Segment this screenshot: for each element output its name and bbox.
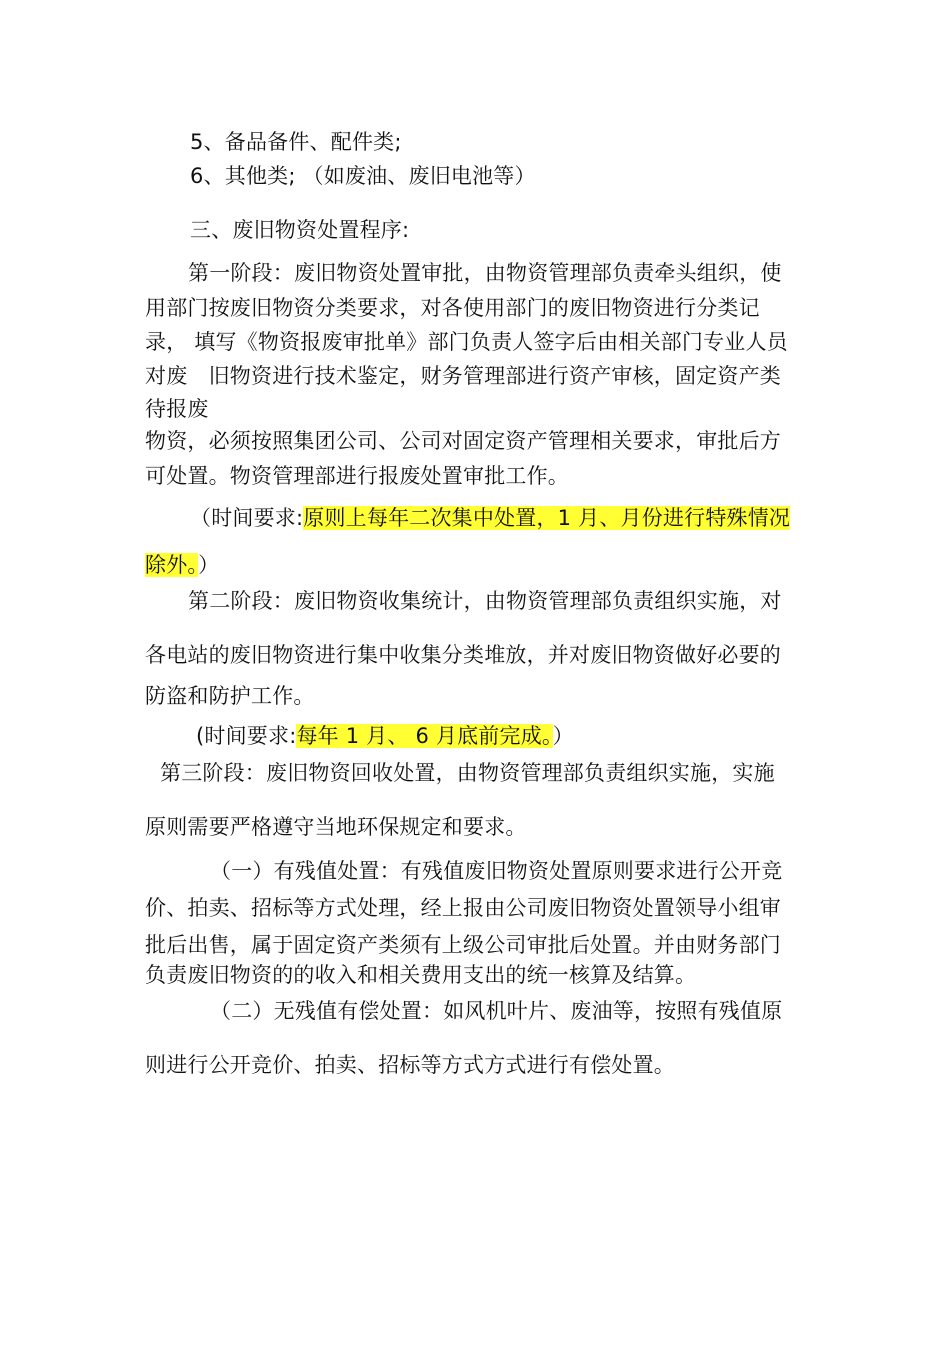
residual-value-line-3: 批后出售，属于固定资产类须有上级公司审批后处置。并由财务部门 bbox=[145, 933, 781, 957]
stage-one-line-1: 第一阶段：废旧物资处置审批，由物资管理部负责牵头组织，使 bbox=[188, 261, 782, 285]
residual-value-line-2: 价、拍卖、招标等方式处理，经上报由公司废旧物资处置领导小组审 bbox=[145, 896, 781, 920]
time-requirement-one-line-1 bbox=[190, 504, 790, 532]
stage-two-line-3: 防盗和防护工作。 bbox=[145, 684, 315, 708]
stage-one-line-5: 待报废 bbox=[145, 397, 209, 421]
closing-paren: ） bbox=[198, 553, 220, 577]
residual-value-line-1: （一）有残值处置：有残值废旧物资处置原则要求进行公开竞 bbox=[210, 859, 783, 883]
no-residual-line-1: （二）无残值有偿处置：如风机叶片、废油等，按照有残值原 bbox=[210, 999, 783, 1023]
residual-value-line-4: 负责废旧物资的的收入和相关费用支出的统一核算及结算。 bbox=[145, 963, 697, 987]
stage-three-line-2: 原则需要严格遵守当地环保规定和要求。 bbox=[145, 815, 527, 839]
stage-two-line-1: 第二阶段：废旧物资收集统计，由物资管理部负责组织实施，对 bbox=[188, 589, 782, 613]
stage-one-line-4: 对废 旧物资进行技术鉴定，财务管理部进行资产审核，固定资产类 bbox=[145, 364, 781, 388]
highlighted-text: 原则上每年二次集中处置，1 月、月份进行特殊情况 bbox=[303, 506, 791, 530]
list-item-spare-parts: 5、备品备件、配件类; bbox=[190, 130, 402, 154]
stage-three-line-1: 第三阶段：废旧物资回收处置，由物资管理部负责组织实施，实施 bbox=[160, 761, 775, 785]
highlighted-text: 每年 1 月、 6 月底前完成。 bbox=[296, 724, 553, 748]
no-residual-line-2: 则进行公开竞价、拍卖、招标等方式方式进行有偿处置。 bbox=[145, 1053, 675, 1077]
stage-two-line-2: 各电站的废旧物资进行集中收集分类堆放，并对废旧物资做好必要的 bbox=[145, 643, 781, 667]
highlighted-text: 除外。 bbox=[145, 553, 199, 577]
time-requirement-one-line-2 bbox=[145, 551, 219, 579]
stage-one-line-6: 物资，必须按照集团公司、公司对固定资产管理相关要求，审批后方 bbox=[145, 429, 781, 453]
time-requirement-two bbox=[196, 722, 574, 750]
section-heading-procedure: 三、废旧物资处置程序: bbox=[190, 218, 410, 242]
time-requirement-label: (时间要求: bbox=[196, 724, 297, 748]
list-item-others: 6、其他类; （如废油、废旧电池等） bbox=[190, 164, 536, 188]
time-requirement-label: （时间要求: bbox=[190, 506, 304, 530]
stage-one-line-2: 用部门按废旧物资分类要求，对各使用部门的废旧物资进行分类记 bbox=[145, 296, 760, 320]
closing-paren: ） bbox=[552, 724, 574, 748]
stage-one-line-7: 可处置。物资管理部进行报废处置审批工作。 bbox=[145, 464, 569, 488]
stage-one-line-3: 录， 填写《物资报废审批单》部门负责人签字后由相关部门专业人员 bbox=[145, 330, 788, 354]
